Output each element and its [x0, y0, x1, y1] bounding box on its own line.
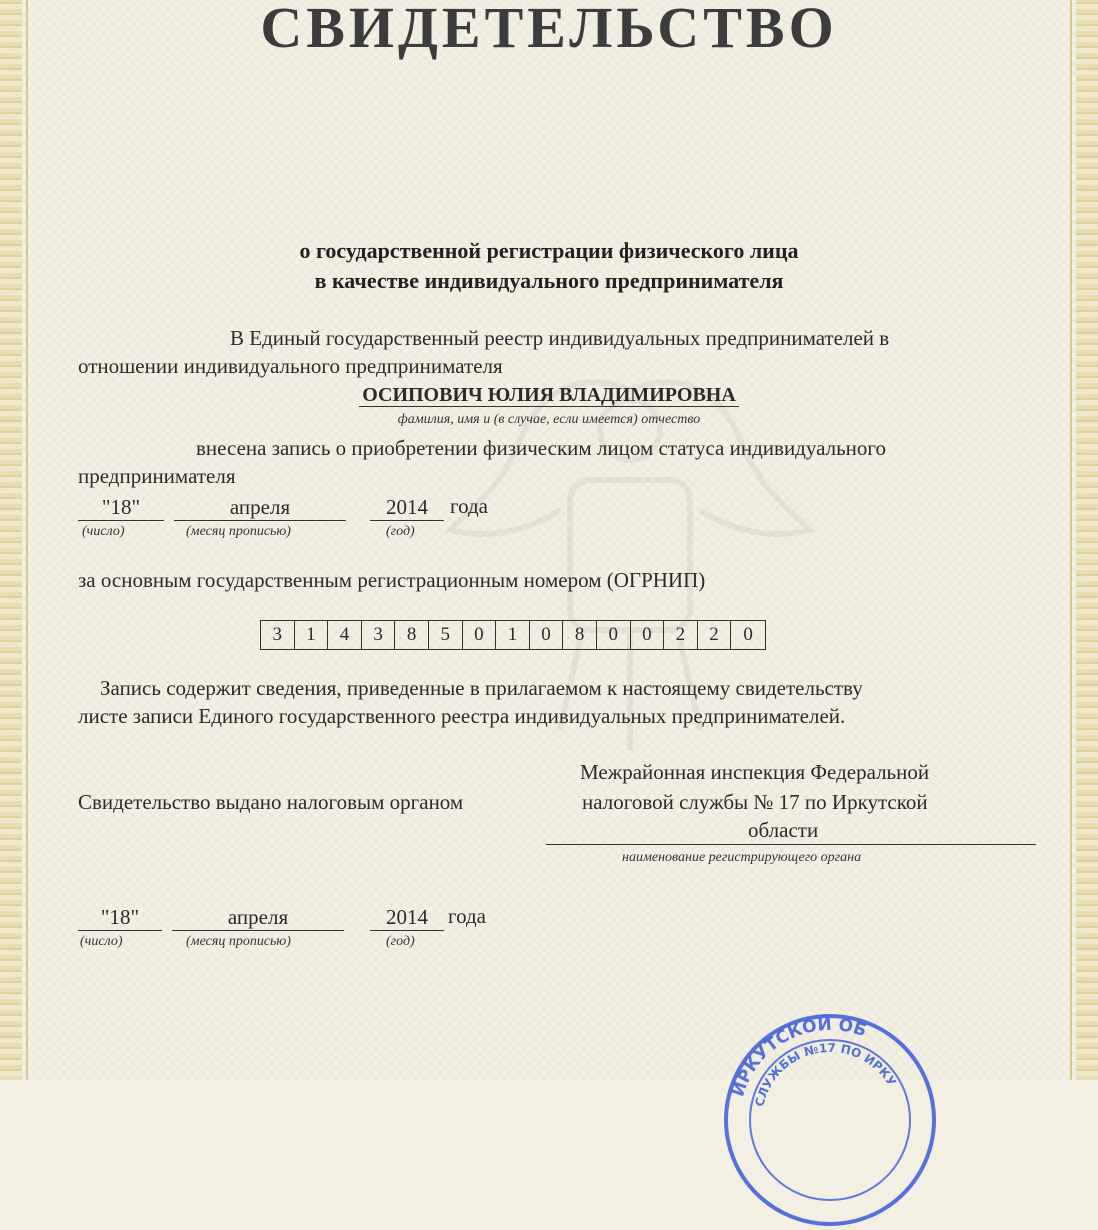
- ogrn-digit-cell: 2: [698, 621, 732, 649]
- entrepreneur-name-text: ОСИПОВИЧ ЮЛИЯ ВЛАДИМИРОВНА: [359, 384, 739, 407]
- ornamental-border-right: [1076, 0, 1098, 1080]
- record-paragraph-line-1: Запись содержит сведения, приведенные в прилагаемом к настоящему свидетельству: [100, 676, 863, 700]
- ogrn-digit-cell: 0: [743, 624, 753, 645]
- ogrn-digit-cell: 0: [463, 621, 497, 649]
- entry-paragraph-line-1: внесена запись о приобретении физическим лицом статуса индивидуального: [196, 436, 886, 460]
- subtitle-line-2: в качестве индивидуального предпринимателя: [314, 268, 784, 293]
- entry-date-year: 2014: [370, 494, 444, 521]
- ogrn-digit-cell: 1: [295, 621, 329, 649]
- register-paragraph-line-1: В Единый государственный реестр индивидуальных предпринимателей в: [230, 326, 890, 350]
- ogrn-digit-cell: 3: [261, 621, 295, 649]
- authority-underline: [546, 844, 1036, 845]
- record-paragraph-line-2: листе записи Единого государственного реестра индивидуальных предпринимателей.: [78, 704, 846, 728]
- stamp-outer-text: ИРКУТСКОЙ ОБ: [728, 1014, 870, 1100]
- ornamental-border-left: [0, 0, 22, 1080]
- stamp-inner-text: СЛУЖБЫ №17 ПО ИРКУ: [752, 1040, 899, 1109]
- ogrn-digit-cell: 3: [362, 621, 396, 649]
- entry-date-month: апреля: [174, 494, 346, 521]
- ogrn-digit-cell: 0: [631, 621, 665, 649]
- issue-date-day-caption: (число): [80, 934, 123, 949]
- ogrn-digit-cell: 2: [664, 621, 698, 649]
- authority-caption: наименование регистрирующего органа: [622, 850, 862, 865]
- issue-date-month: апреля: [172, 904, 344, 931]
- official-stamp: [720, 1010, 940, 1230]
- authority-line-3: области: [748, 818, 819, 842]
- document-title: СВИДЕТЕЛЬСТВО: [260, 0, 838, 60]
- ogrn-number-boxes: [260, 620, 766, 650]
- entry-date-day-caption: (число): [82, 524, 125, 539]
- name-caption: фамилия, имя и (в случае, если имеется) отчество: [397, 412, 701, 427]
- entrepreneur-name: [0, 384, 1098, 407]
- subtitle-line-1: о государственной регистрации физического лица: [299, 238, 799, 263]
- entry-date-month-caption: (месяц прописью): [186, 524, 291, 539]
- border-rule-right: [1070, 0, 1072, 1080]
- issue-date-year: 2014: [370, 904, 444, 931]
- ogrn-label: за основным государственным регистрационным номером (ОГРНИП): [78, 568, 706, 592]
- entry-date-suffix: года: [450, 494, 488, 518]
- ogrn-digit-cell: 0: [597, 621, 631, 649]
- authority-line-2: налоговой службы № 17 по Иркутской: [582, 790, 928, 814]
- issue-date-year-caption: (год): [386, 934, 415, 949]
- issue-date-suffix: года: [448, 904, 486, 928]
- authority-line-1: Межрайонная инспекция Федеральной: [580, 760, 930, 784]
- register-paragraph-line-2: отношении индивидуального предпринимателя: [78, 354, 503, 378]
- ogrn-digit-cell: 5: [429, 621, 463, 649]
- ogrn-digit-cell: 8: [395, 621, 429, 649]
- border-rule-left: [26, 0, 28, 1080]
- ogrn-digit-cell: 1: [496, 621, 530, 649]
- issue-date-month-caption: (месяц прописью): [186, 934, 291, 949]
- ogrn-digit-cell: 4: [328, 621, 362, 649]
- entry-date-day: "18": [78, 494, 164, 521]
- issue-date-day: "18": [78, 904, 162, 931]
- entry-paragraph-line-2: предпринимателя: [78, 464, 236, 488]
- ogrn-digit-cell: 8: [563, 621, 597, 649]
- entry-date-year-caption: (год): [386, 524, 415, 539]
- issued-label: Свидетельство выдано налоговым органом: [78, 790, 464, 814]
- ogrn-digit-cell: 0: [530, 621, 564, 649]
